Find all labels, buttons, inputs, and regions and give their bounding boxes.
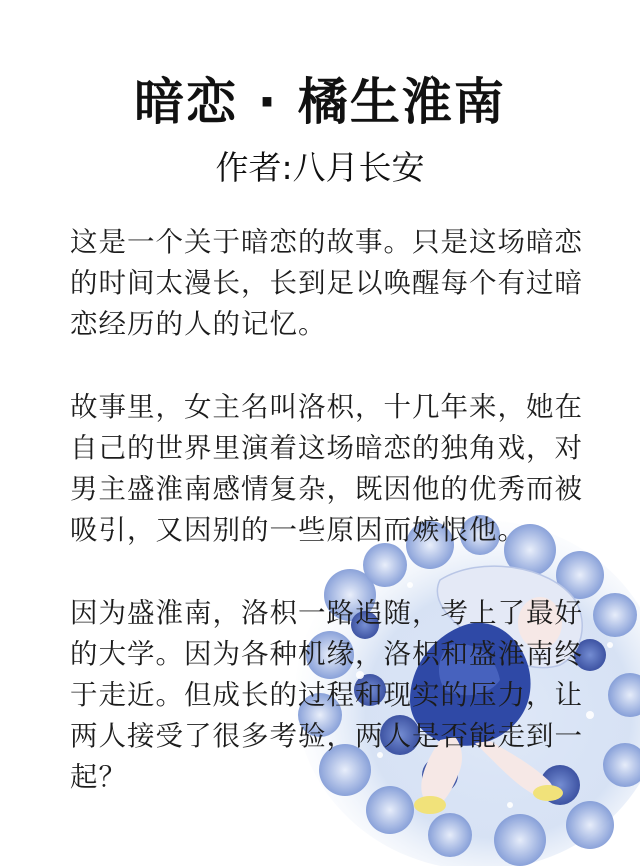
author-line: 作者:八月长安	[215, 148, 425, 187]
paragraph-intro: 这是一个关于暗恋的故事。只是这场暗恋的时间太漫长，长到足以唤醒每个有过暗恋经历的人的记忆。	[70, 226, 583, 340]
synopsis	[70, 222, 600, 798]
page-title: 暗恋 · 橘生淮南	[134, 73, 506, 131]
paragraph-story: 故事里，女主名叫洛枳，十几年来，她在自己的世界里演着这场暗恋的独角戏，对男主盛淮南感情复杂，既因他的优秀而被吸引，又因别的一些原因而嫉恨他。	[70, 391, 583, 546]
paragraph-plot: 因为盛淮南，洛枳一路追随，考上了最好的大学。因为各种机缘，洛枳和盛淮南终于走近。但成长的过程和现实的压力，让两人接受了很多考验，两人是否能走到一起？	[70, 597, 583, 793]
